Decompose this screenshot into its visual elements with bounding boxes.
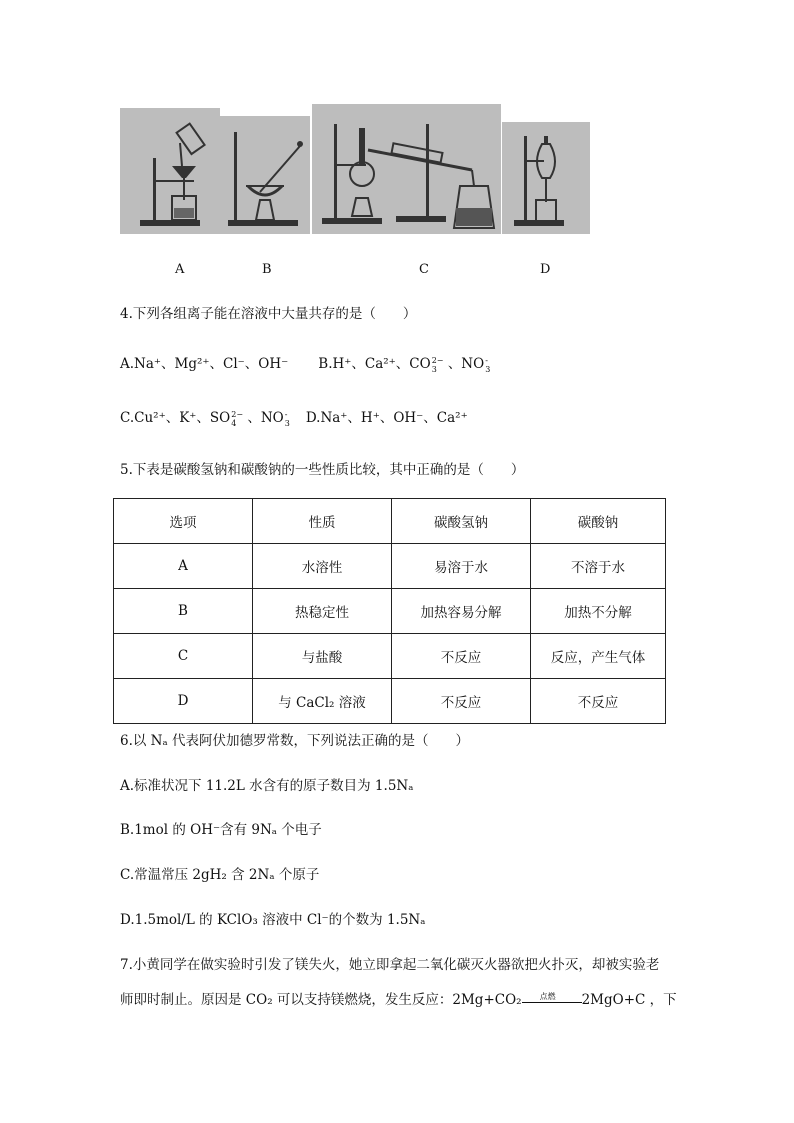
q5-stem: 5.下表是碳酸氢钠和碳酸钠的一些性质比较，其中正确的是（ ） [120,462,525,478]
q6-option-c: C.常温常压 2gH₂ 含 2Nₐ 个原子 [120,867,320,883]
table-row [114,589,666,634]
table-header-cell: 选项 [114,499,253,544]
table-header-cell: 碳酸氢钠 [392,499,531,544]
table-cell: 不溶于水 [531,544,666,589]
table-cell: 易溶于水 [392,544,531,589]
q4-options-cd [120,408,468,428]
table-cell: 不反应 [531,679,666,724]
q4-option-b: B.H⁺、Ca²⁺、CO 2− 3 、NO - 3 [318,355,491,374]
q7-line1: 7.小黄同学在做实验时引发了镁失火，她立即拿起二氧化碳灭火器欲把火扑灭，却被实验老 [120,957,660,973]
q4-stem: 4.下列各组离子能在溶液中大量共存的是（ ） [120,306,417,322]
table-header-row [114,499,666,544]
table-cell: C [114,634,253,679]
apparatus-label-b: B [262,262,272,277]
q6-option-d: D.1.5mol/L 的 KClO₃ 溶液中 Cl⁻的个数为 1.5Nₐ [120,912,426,928]
table-cell: A [114,544,253,589]
q6-stem: 6.以 Nₐ 代表阿伏加德罗常数，下列说法正确的是（ ） [120,733,469,749]
table-cell: 与盐酸 [253,634,392,679]
q4-option-c: C.Cu²⁺、K⁺、SO 2− 4 、NO - 3 [120,409,290,428]
q7-line2-suffix: 2MgO+C ，下 [581,992,677,1008]
table-header-cell: 性质 [253,499,392,544]
apparatus-label-d: D [540,262,551,277]
table-cell: B [114,589,253,634]
table-cell: D [114,679,253,724]
apparatus-label-c: C [419,262,429,277]
q7-line2-prefix: 师即时制止。原因是 CO₂ 可以支持镁燃烧，发生反应：2Mg+CO₂ [120,992,522,1008]
table-row [114,544,666,589]
table-cell: 水溶性 [253,544,392,589]
table-cell: 与 CaCl₂ 溶液 [253,679,392,724]
table-cell: 不反应 [392,679,531,724]
reaction-arrow [522,993,582,1009]
q7-line2 [120,990,677,1010]
q4-option-a: A.Na⁺、Mg²⁺、Cl⁻、OH⁻ [120,356,289,372]
q6-option-b: B.1mol 的 OH⁻含有 9Nₐ 个电子 [120,822,322,838]
table-cell: 热稳定性 [253,589,392,634]
apparatus-photo-c [312,104,501,234]
table-cell: 加热容易分解 [392,589,531,634]
q4-options-ab [120,354,490,374]
apparatus-photo-b [220,116,310,234]
reaction-condition: 点燃 [539,991,556,1001]
table-cell: 加热不分解 [531,589,666,634]
table-row [114,679,666,724]
comparison-table [113,498,666,724]
q6-option-a: A.标准状况下 11.2L 水含有的原子数目为 1.5Nₐ [120,778,414,794]
table-cell: 反应，产生气体 [531,634,666,679]
table-header-cell: 碳酸钠 [531,499,666,544]
q4-option-d: D.Na⁺、H⁺、OH⁻、Ca²⁺ [305,410,468,426]
apparatus-photo-d [502,122,590,234]
apparatus-photo-a [120,108,220,234]
table-row [114,634,666,679]
apparatus-label-a: A [175,262,185,277]
table-cell: 不反应 [392,634,531,679]
